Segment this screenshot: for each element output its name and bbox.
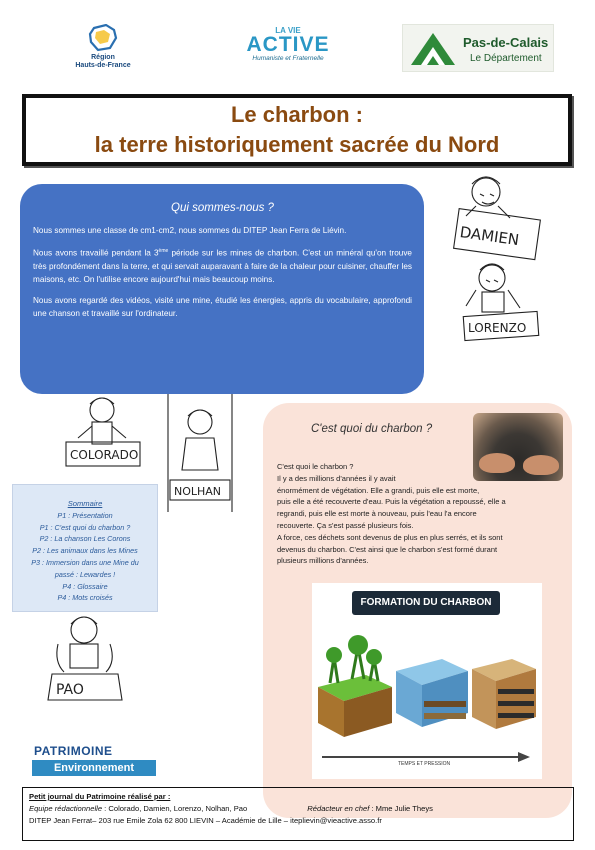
charbon-line: Il y a des millions d'années il y avait [277, 473, 396, 483]
sommaire-item: P2 : La chanson Les Corons [39, 534, 131, 544]
sketch-label-lorenzo: LORENZO [468, 321, 527, 335]
page-title-box [22, 94, 572, 166]
footer-redac-label: Rédacteur en chef [307, 804, 370, 813]
qui-paragraph-1: Nous sommes une classe de cm1-cm2, nous sommes du DITEP Jean Ferra de Liévin. [33, 226, 347, 235]
charbon-line: énormément de végétation. Elle a grandi, puis elle est morte, [277, 485, 480, 495]
pdc-emblem-icon [409, 31, 459, 67]
patrimoine-environnement-logo [30, 742, 158, 784]
footer-team-line [29, 803, 567, 815]
pdc-name: Pas-de-Calais [463, 35, 549, 50]
sketch-label-damien: DAMIEN [458, 223, 521, 250]
page-title-line-2: la terre historiquement sacrée du Nord [94, 132, 500, 157]
pdc-subtitle: Le Département [470, 53, 542, 64]
footer-equipe-value: : Colorado, Damien, Lorenzo, Nolhan, Pao [102, 804, 248, 813]
page-title-line-1: Le charbon : [230, 102, 363, 127]
footer-equipe-label: Equipe rédactionnelle [29, 804, 103, 813]
footer-redac-value: : Mme Julie Theys [369, 804, 433, 813]
charbon-heading: C'est quoi du charbon ? [311, 423, 433, 435]
sommaire-item: P1 : C'est quoi du charbon ? [39, 522, 131, 532]
student-drawing-pao [44, 612, 126, 704]
student-drawing-colorado [62, 392, 144, 472]
region-map-icon [86, 24, 120, 52]
charbon-line: plusieurs millions d'années. [277, 556, 369, 566]
region-label-1: Région [91, 54, 115, 61]
region-label-2: Hauts-de-France [75, 62, 131, 69]
footer-heading: Petit journal du Patrimoine réalisé par : [29, 792, 171, 801]
charbon-line: regrandi, puis elle est morte à nouveau, puis l'eau l'a encore [277, 509, 477, 519]
qui-paragraph-3: Nous avons regardé des vidéos, visité une mine, étudié les énergies, appris du vocabulaire, approfondi une chanson et travaillé sur l'ordinateur. [33, 295, 412, 318]
charbon-line: recouverte. Ça s'est passé plusieurs fois. [277, 520, 414, 530]
active-main-text: ACTIVE [246, 33, 330, 56]
sommaire-item: P2 : Les animaux dans les Mines [32, 546, 138, 556]
footer-address: DITEP Jean Ferrat– 203 rue Emile Zola 62 800 LIEVIN – Académie de Lille – itepliev​in@vieactive.asso.fr [29, 816, 382, 825]
sommaire-item: P1 : Présentation [57, 510, 113, 520]
student-drawing-nolhan [164, 394, 236, 512]
qui-paragraph-2: Nous avons travaillé pendant la 3ème période sur les mines de charbon. C'est un minéral qu'on trouve très profondément dans la terre, et qui servait auparavant à faire de la chaleur pour cuisiner, chauffer les maisons, etc. On l'utilise encore aujourd'hui mais beaucoup moins. [33, 248, 412, 284]
sommaire-item: P3 : Immersion dans une Mine du [31, 557, 139, 567]
student-drawing-damien-lorenzo [436, 166, 554, 346]
charbon-line: A force, ces déchets sont devenus de plus en plus serrés, et ils sont [277, 532, 503, 542]
la-vie-active-logo [238, 26, 338, 72]
sommaire-item: P4 : Glossaire [62, 581, 108, 591]
active-top-text: LA VIE [275, 26, 301, 35]
formation-axis-label: TEMPS ET PRESSION [398, 761, 451, 767]
sommaire-title: Sommaire [67, 499, 103, 508]
charbon-line: puis elle a été recouverte d'eau. Puis la végétation a repoussé, elle a [277, 497, 506, 507]
active-tagline: Humaniste et Fraternelle [252, 55, 324, 62]
sketch-label-colorado: COLORADO [70, 448, 139, 462]
sommaire-item: P4 : Mots croisés [57, 593, 113, 603]
sommaire-item: passé : Lewardes ! [54, 569, 116, 579]
charbon-line: devenus du charbon. C'est ainsi que le charbon s'est formé durant [277, 544, 498, 554]
charbon-text [277, 461, 565, 567]
qui-heading: Qui sommes-nous ? [171, 202, 274, 214]
charbon-question: C'est quoi le charbon ? [277, 462, 354, 471]
patrimoine-label: PATRIMOINE [34, 744, 113, 758]
sketch-label-pao: PAO [56, 682, 84, 698]
pas-de-calais-logo [402, 24, 554, 72]
sommaire-box [12, 484, 158, 612]
qui-sommes-nous-box [20, 184, 424, 394]
region-hauts-de-france-logo [62, 24, 144, 72]
formation-diagram [312, 617, 542, 767]
formation-banner: FORMATION DU CHARBON [352, 591, 500, 615]
formation-du-charbon-infographic [312, 583, 542, 779]
sketch-label-nolhan: NOLHAN [174, 485, 222, 498]
footer-credits [22, 787, 574, 841]
environnement-label: Environnement [32, 760, 156, 776]
